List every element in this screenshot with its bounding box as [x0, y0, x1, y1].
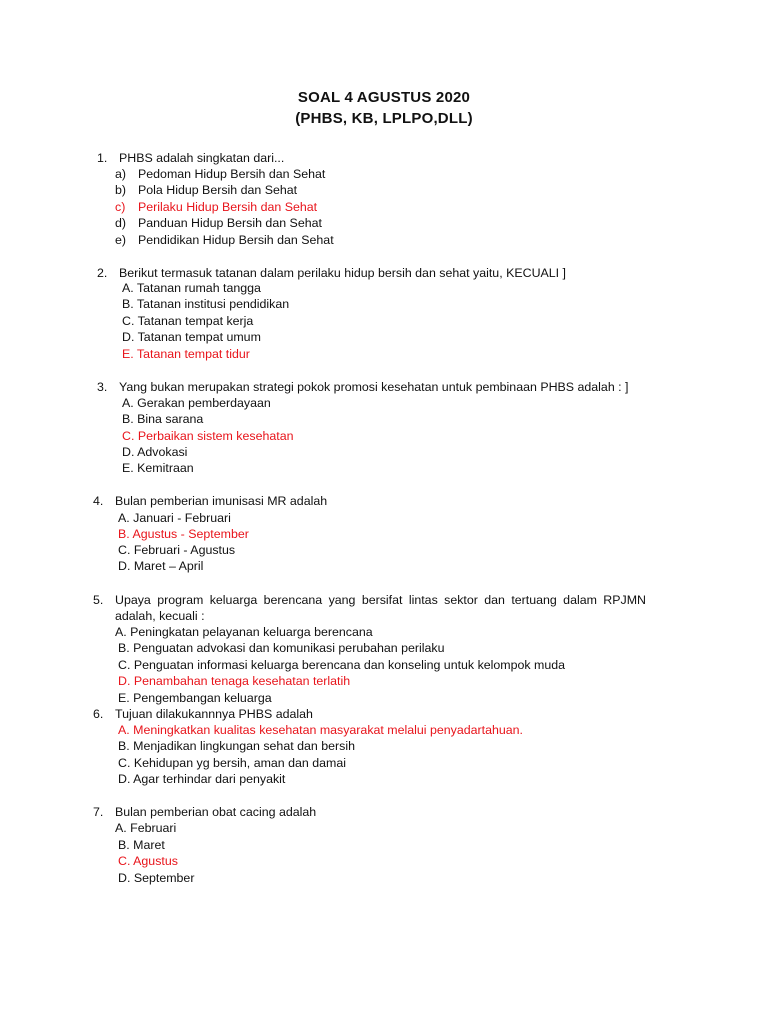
q1-option-d-letter: d) [115, 216, 127, 230]
question-4-number: 4. [93, 494, 104, 508]
question-5-text-line2: adalah, kecuali : [115, 609, 205, 623]
question-6-number: 6. [93, 707, 104, 721]
question-3-number: 3. [97, 380, 108, 394]
q7-option-b: B. Maret [118, 838, 165, 852]
q1-option-c-answer: Perilaku Hidup Bersih dan Sehat [138, 200, 318, 214]
q2-option-b: B. Tatanan institusi pendidikan [122, 297, 290, 311]
q3-option-b: B. Bina sarana [122, 412, 204, 426]
q1-option-e: Pendidikan Hidup Bersih dan Sehat [138, 233, 334, 247]
question-5-number: 5. [93, 593, 104, 607]
question-4-text: Bulan pemberian imunisasi MR adalah [115, 494, 328, 508]
q7-option-a: A. Februari [115, 821, 177, 835]
q1-option-c-letter: c) [115, 200, 126, 214]
question-7-text: Bulan pemberian obat cacing adalah [115, 805, 317, 819]
q6-option-a-answer: A. Meningkatkan kualitas kesehatan masyarakat melalui penyadartahuan. [118, 723, 524, 737]
q2-option-c: C. Tatanan tempat kerja [122, 314, 254, 328]
q5-option-c: C. Penguatan informasi keluarga berencana dan konseling untuk kelompok muda [118, 658, 566, 672]
q2-option-a: A. Tatanan rumah tangga [122, 281, 261, 295]
q5-option-a: A. Peningkatan pelayanan keluarga berencana [115, 625, 373, 639]
q1-option-d: Panduan Hidup Bersih dan Sehat [138, 216, 322, 230]
document-subtitle: (PHBS, KB, LPLPO,DLL) [295, 110, 473, 127]
q1-option-a-letter: a) [115, 167, 127, 181]
q3-option-c-answer: C. Perbaikan sistem kesehatan [122, 429, 294, 443]
question-6-text: Tujuan dilakukannnya PHBS adalah [115, 707, 313, 721]
q1-option-a: Pedoman Hidup Bersih dan Sehat [138, 167, 326, 181]
q3-option-e: E. Kemitraan [122, 461, 194, 475]
q7-option-c-answer: C. Agustus [118, 854, 178, 868]
q4-option-c: C. Februari - Agustus [118, 543, 236, 557]
question-7-number: 7. [93, 805, 104, 819]
question-5-text-line1: Upaya program keluarga berencana yang bersifat lintas sektor dan tertuang dalam RPJMN [115, 593, 646, 607]
q3-option-d: D. Advokasi [122, 445, 188, 459]
q2-option-d: D. Tatanan tempat umum [122, 330, 261, 344]
q4-option-d: D. Maret – April [118, 559, 204, 573]
q6-option-d: D. Agar terhindar dari penyakit [118, 772, 286, 786]
q5-option-e: E. Pengembangan keluarga [118, 691, 272, 705]
q5-option-b: B. Penguatan advokasi dan komunikasi perubahan perilaku [118, 641, 445, 655]
question-3-text: Yang bukan merupakan strategi pokok promosi kesehatan untuk pembinaan PHBS adalah : ] [119, 380, 629, 394]
q4-option-a: A. Januari - Februari [118, 511, 231, 525]
q6-option-c: C. Kehidupan yg bersih, aman dan damai [118, 756, 346, 770]
question-2-text: Berikut termasuk tatanan dalam perilaku hidup bersih dan sehat yaitu, KECUALI ] [119, 266, 566, 280]
question-1-number: 1. [97, 151, 108, 165]
q6-option-b: B. Menjadikan lingkungan sehat dan bersih [118, 739, 355, 753]
q3-option-a: A. Gerakan pemberdayaan [122, 396, 271, 410]
document-title: SOAL 4 AGUSTUS 2020 [297, 89, 471, 106]
q2-option-e-answer: E. Tatanan tempat tidur [122, 347, 250, 361]
question-1-text: PHBS adalah singkatan dari... [119, 151, 285, 165]
question-2-number: 2. [97, 266, 108, 280]
q1-option-e-letter: e) [115, 233, 127, 247]
q1-option-b: Pola Hidup Bersih dan Sehat [138, 183, 298, 197]
q7-option-d: D. September [118, 871, 195, 885]
q5-option-d-answer: D. Penambahan tenaga kesehatan terlatih [118, 674, 351, 688]
q1-option-b-letter: b) [115, 183, 127, 197]
q4-option-b-answer: B. Agustus - September [118, 527, 249, 541]
